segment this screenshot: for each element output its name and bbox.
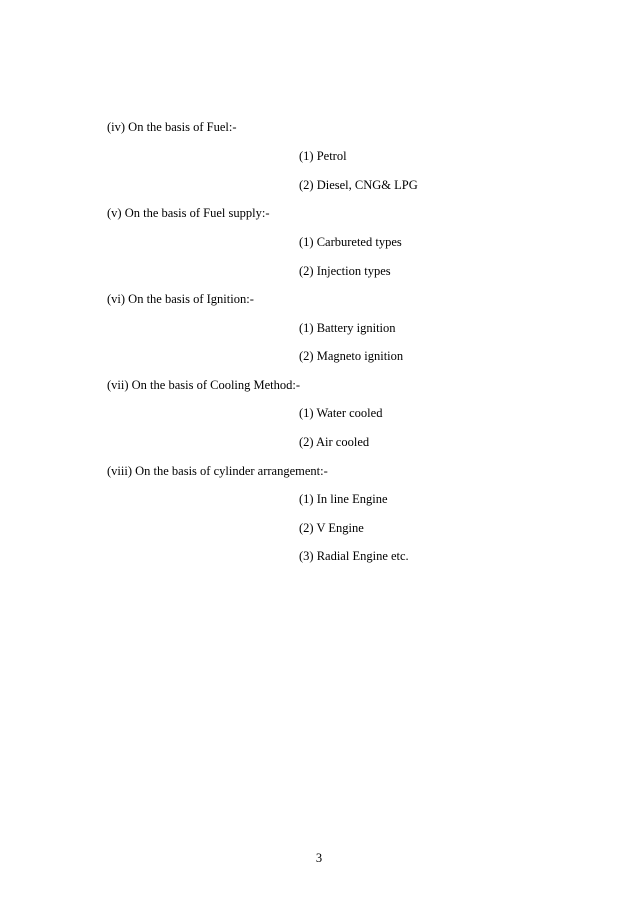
section-heading-fuel: (iv) On the basis of Fuel:-	[107, 120, 237, 134]
list-item: (2) Diesel, CNG& LPG	[299, 178, 418, 192]
section-heading-cooling-method: (vii) On the basis of Cooling Method:-	[107, 378, 301, 392]
section-heading-cylinder-arrangement: (viii) On the basis of cylinder arrangement:-	[107, 464, 328, 478]
list-item: (1) Battery ignition	[299, 321, 396, 335]
list-item: (3) Radial Engine etc.	[299, 549, 409, 563]
section-heading-ignition: (vi) On the basis of Ignition:-	[107, 292, 254, 306]
list-item: (2) Injection types	[299, 264, 391, 278]
list-item: (2) Air cooled	[299, 435, 370, 449]
list-item: (1) In line Engine	[299, 492, 388, 506]
page-number: 3	[315, 851, 323, 865]
list-item: (1) Petrol	[299, 149, 347, 163]
list-item: (2) V Engine	[299, 521, 364, 535]
list-item: (1) Water cooled	[299, 406, 383, 420]
section-heading-fuel-supply: (v) On the basis of Fuel supply:-	[107, 206, 270, 220]
list-item: (1) Carbureted types	[299, 235, 402, 249]
list-item: (2) Magneto ignition	[299, 349, 404, 363]
